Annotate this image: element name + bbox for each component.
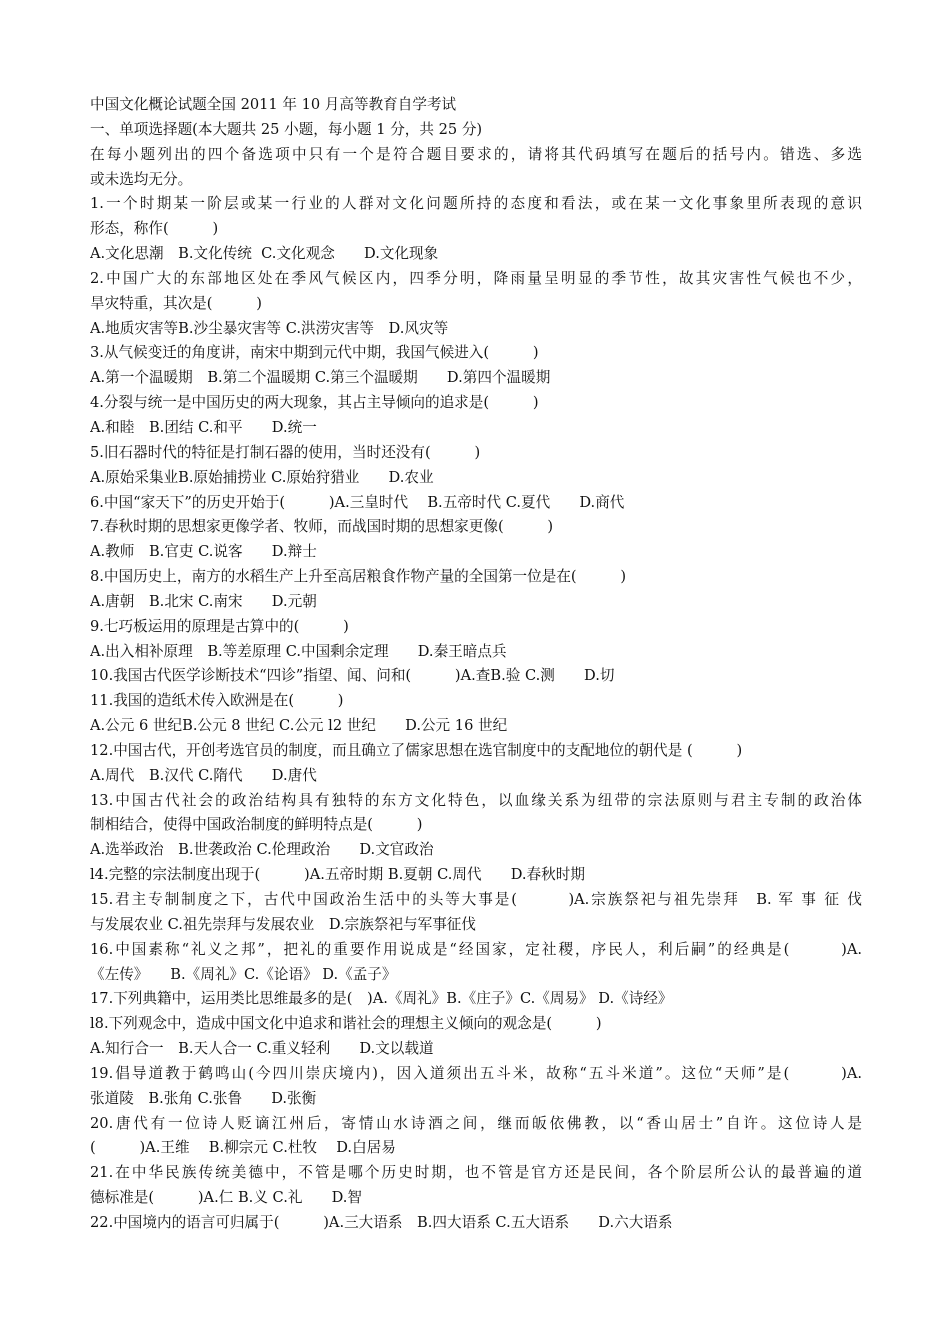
answer-options: A.周代 B.汉代 C.隋代 D.唐代: [90, 766, 317, 784]
answer-options: A.地质灾害等B.沙尘暴灾害等 C.洪涝灾害等 D.风灾等: [90, 319, 449, 337]
instructions-line: 在每小题列出的四个备选项中只有一个是符合题目要求的，请将其代码填写在题后的括号内。错选、多选: [90, 145, 862, 163]
question-line: l4.完整的宗法制度出现于( )A.五帝时期 B.夏朝 C.周代 D.春秋时期: [90, 866, 585, 884]
answer-options: 与发展农业 C.祖先崇拜与发展农业 D.宗族祭祀与军事征伐: [90, 915, 476, 933]
question-line: 形态，称作( ): [90, 220, 219, 238]
answer-options: A.教师 B.官吏 C.说客 D.辩士: [90, 543, 317, 561]
answer-options: A.文化思潮 B.文化传统 C.文化观念 D.文化现象: [90, 245, 439, 263]
question-line: 19.倡导道教于鹤鸣山(今四川崇庆境内)，因入道须出五斗米，故称“五斗米道”。这位“天师”是( )A.: [90, 1064, 862, 1082]
answer-options: A.第一个温暖期 B.第二个温暖期 C.第三个温暖期 D.第四个温暖期: [90, 369, 551, 387]
answer-options: 张道陵 B.张角 C.张鲁 D.张衡: [90, 1089, 317, 1107]
answer-options: A.和睦 B.团结 C.和平 D.统一: [90, 418, 317, 436]
question-line: 8.中国历史上，南方的水稻生产上升至高居粮食作物产量的全国第一位是在( ): [90, 568, 627, 586]
question-line: 10.我国古代医学诊断技术“四诊”指望、闻、问和( )A.查B.验 C.测 D.切: [90, 667, 615, 685]
section-heading: 一、单项选择题(本大题共 25 小题，每小题 1 分，共 25 分): [90, 120, 483, 138]
question-line: 17.下列典籍中，运用类比思维最多的是( )A.《周礼》B.《庄子》C.《周易》 D.《诗经》: [90, 990, 673, 1008]
question-line: 9.七巧板运用的原理是古算中的( ): [90, 617, 349, 635]
question-line: 13.中国古代社会的政治结构具有独特的东方文化特色，以血缘关系为纽带的宗法原则与君主专制的政治体: [90, 791, 862, 809]
question-line: 3.从气候变迁的角度讲，南宋中期到元代中期，我国气候进入( ): [90, 344, 539, 362]
question-line: 5.旧石器时代的特征是打制石器的使用，当时还没有( ): [90, 443, 481, 461]
question-line: 1.一个时期某一阶层或某一行业的人群对文化问题所持的态度和看法，或在某一文化事象里所表现的意识: [90, 195, 862, 213]
question-line: 制相结合，使得中国政治制度的鲜明特点是( ): [90, 816, 423, 834]
answer-options: A.选举政治 B.世袭政治 C.伦理政治 D.文官政治: [90, 841, 434, 859]
answer-options: A.出入相补原理 B.等差原理 C.中国剩余定理 D.秦王暗点兵: [90, 642, 507, 660]
answer-options: A.原始采集业B.原始捕捞业 C.原始狩猎业 D.农业: [90, 468, 434, 486]
question-line: 16.中国素称“礼义之邦”，把礼的重要作用说成是“经国家，定社稷，序民人，利后嗣”的经典是( )A.: [90, 940, 862, 958]
answer-options: 德标准是( )A.仁 B.义 C.礼 D.智: [90, 1189, 363, 1207]
question-line: l8.下列观念中，造成中国文化中追求和谐社会的理想主义倾向的观念是( ): [90, 1015, 602, 1033]
answer-options: ( )A.王维 B.柳宗元 C.杜牧 D.白居易: [90, 1139, 396, 1157]
question-line: 6.中国“家天下”的历史开始于( )A.三皇时代 B.五帝时代 C.夏代 D.商代: [90, 493, 625, 511]
question-line: 12.中国古代，开创考选官员的制度，而且确立了儒家思想在选官制度中的支配地位的朝代是 ( ): [90, 741, 743, 759]
question-line: 21.在中华民族传统美德中，不管是哪个历史时期，也不管是官方还是民间，各个阶层所公认的最普遍的道: [90, 1164, 862, 1182]
answer-options: 《左传》 B.《周礼》C.《论语》 D.《孟子》: [90, 965, 397, 983]
answer-options: A.知行合一 B.天人合一 C.重义轻利 D.文以载道: [90, 1040, 434, 1058]
question-line: 15.君主专制制度之下，古代中国政治生活中的头等大事是( )A.宗族祭祀与祖先崇拜 B. 军 事 征 伐: [90, 891, 862, 908]
question-line: 20.唐代有一位诗人贬谪江州后，寄情山水诗酒之间，继而皈依佛教，以“香山居士”自许。这位诗人是: [90, 1114, 862, 1132]
question-line: 22.中国境内的语言可归属于( )A.三大语系 B.四大语系 C.五大语系 D.六大语系: [90, 1213, 673, 1231]
document-title: 中国文化概论试题全国 2011 年 10 月高等教育自学考试: [90, 96, 457, 113]
answer-options: A.公元 6 世纪B.公元 8 世纪 C.公元 l2 世纪 D.公元 16 世纪: [90, 717, 508, 735]
question-line: 旱灾特重，其次是( ): [90, 294, 262, 312]
question-line: 11.我国的造纸术传入欧洲是在( ): [90, 692, 344, 710]
instructions-line: 或未选均无分。: [90, 170, 193, 188]
exam-document: [90, 93, 862, 1236]
question-line: 7.春秋时期的思想家更像学者、牧师，而战国时期的思想家更像( ): [90, 518, 554, 536]
answer-options: A.唐朝 B.北宋 C.南宋 D.元朝: [90, 592, 317, 610]
question-line: 4.分裂与统一是中国历史的两大现象，其占主导倾向的追求是( ): [90, 394, 539, 412]
question-line: 2.中国广大的东部地区处在季风气候区内，四季分明，降雨量呈明显的季节性，故其灾害性气候也不少，: [90, 269, 862, 287]
